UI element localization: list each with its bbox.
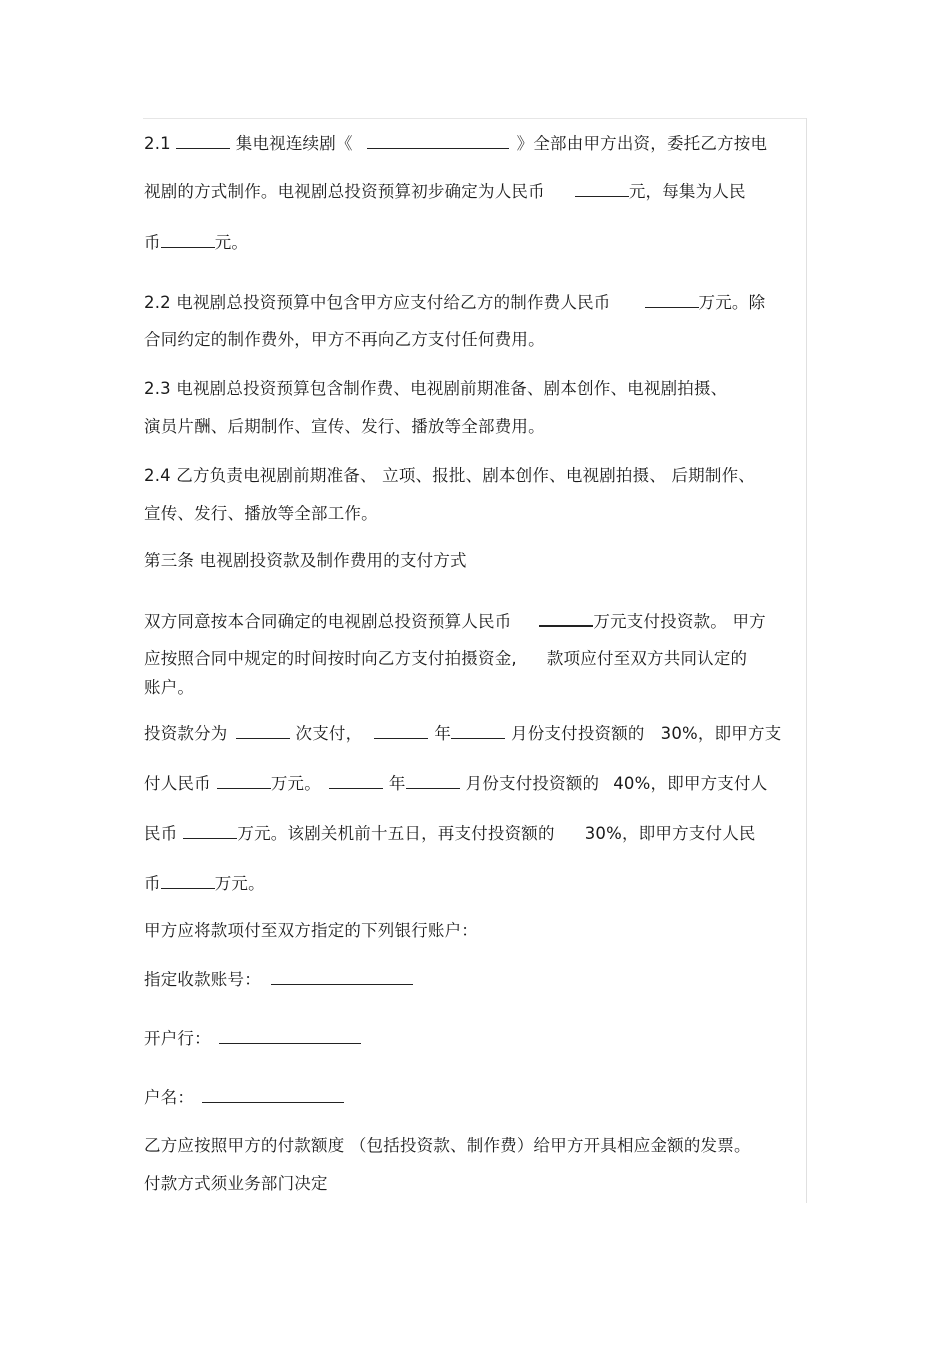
clause-2-4-line-2: 宣传、发行、播放等全部工作。 [144,504,378,523]
text-segment: 月份支付投资额的 [465,774,600,793]
payment-intro-line-1 [144,611,766,632]
blank-drama-title [367,134,509,149]
text-segment: 次支付， [295,724,363,743]
page-right-border [806,118,807,1203]
installments-line-1 [144,724,781,744]
blank-account-number [271,970,413,985]
text-segment: 元。 [214,233,249,252]
invoice-line-2: 付款方式须业务部门决定 [144,1174,328,1193]
text-segment: 万元支付投资款。 甲方 [593,612,766,631]
installments-line-2 [144,774,767,794]
account-number-label: 指定收款账号： [144,970,261,989]
blank-total-budget [575,182,629,197]
text-segment: 币 [144,233,161,252]
article-3-heading: 第三条 电视剧投资款及制作费用的支付方式 [144,551,467,570]
clause-2-1-line-1 [144,134,767,154]
blank-year-2 [329,774,383,789]
payment-intro-line-3: 账户。 [144,678,195,697]
invoice-line-1: 乙方应按照甲方的付款额度 （包括投资款、制作费）给甲方开具相应金额的发票。 [144,1136,751,1155]
text-segment: 集电视连续剧《 [235,134,353,153]
text-segment: 2.2 电视剧总投资预算中包含甲方应支付给乙方的制作费人民币 [144,293,611,312]
text-segment: 年 [434,724,452,743]
blank-month-2 [406,774,460,789]
bank-intro: 甲方应将款项付至双方指定的下列银行账户： [144,921,478,940]
bank-name-label: 开户行： [144,1029,211,1048]
clause-number: 2.1 [144,134,171,153]
blank-installment-count [236,724,290,739]
text-segment: 元，每集为人民 [628,182,746,201]
text-segment: 月份支付投资额的 [511,724,645,743]
payment-intro-line-2 [144,649,747,669]
blank-account-holder [202,1088,344,1103]
clause-2-1-line-2 [144,182,746,202]
blank-production-fee [645,293,699,308]
blank-amount-3 [161,874,215,889]
page-top-border [143,118,807,119]
installments-line-3 [144,824,756,844]
blank-investment-amount [539,611,593,627]
blank-per-episode [161,233,215,248]
text-segment: 民币 [144,824,178,843]
text-segment: 30%，即甲方支 [660,724,782,743]
bank-name-row [144,1029,361,1049]
text-segment: 视剧的方式制作。电视剧总投资预算初步确定为人民币 [144,182,545,201]
text-segment: 万元。 [270,774,321,793]
blank-episode-count [176,134,230,149]
text-segment: 万元。该剧关机前十五日，再支付投资额的 [237,824,555,843]
clause-2-4-line-1: 2.4 乙方负责电视剧前期准备、 立项、报批、剧本创作、电视剧拍摄、 后期制作、 [144,466,755,485]
clause-2-3-line-2: 演员片酬、后期制作、宣传、发行、播放等全部费用。 [144,417,545,436]
blank-amount-2 [183,824,237,839]
account-holder-label: 户名： [144,1088,195,1107]
blank-bank-name [219,1029,361,1044]
text-segment: 年 [388,774,406,793]
clause-2-1-line-3 [144,233,248,253]
text-segment: 万元。 [214,874,265,893]
clause-2-3-line-1: 2.3 电视剧总投资预算包含制作费、电视剧前期准备、剧本创作、电视剧拍摄、 [144,379,728,398]
text-segment: 30%，即甲方支付人民 [584,824,756,843]
text-segment: 款项应付至双方共同认定的 [546,649,748,668]
text-segment: 双方同意按本合同确定的电视剧总投资预算人民币 [144,612,512,631]
clause-2-2-line-2: 合同约定的制作费外，甲方不再向乙方支付任何费用。 [144,330,545,349]
clause-2-2-line-1 [144,293,765,313]
text-segment: 40%，即甲方支付人 [613,774,768,793]
blank-year-1 [374,724,428,739]
text-segment: 付人民币 [144,774,211,793]
text-segment: 万元。除 [698,293,766,312]
text-segment: 应按照合同中规定的时间按时向乙方支付拍摄资金, [144,649,517,668]
text-segment: 币 [144,874,161,893]
text-segment: 》全部由甲方出资，委托乙方按电 [516,134,768,153]
text-segment: 投资款分为 [144,724,228,743]
blank-amount-1 [217,774,271,789]
account-number-row [144,970,413,990]
installments-line-4 [144,874,265,894]
blank-month-1 [451,724,505,739]
account-holder-row [144,1088,344,1108]
